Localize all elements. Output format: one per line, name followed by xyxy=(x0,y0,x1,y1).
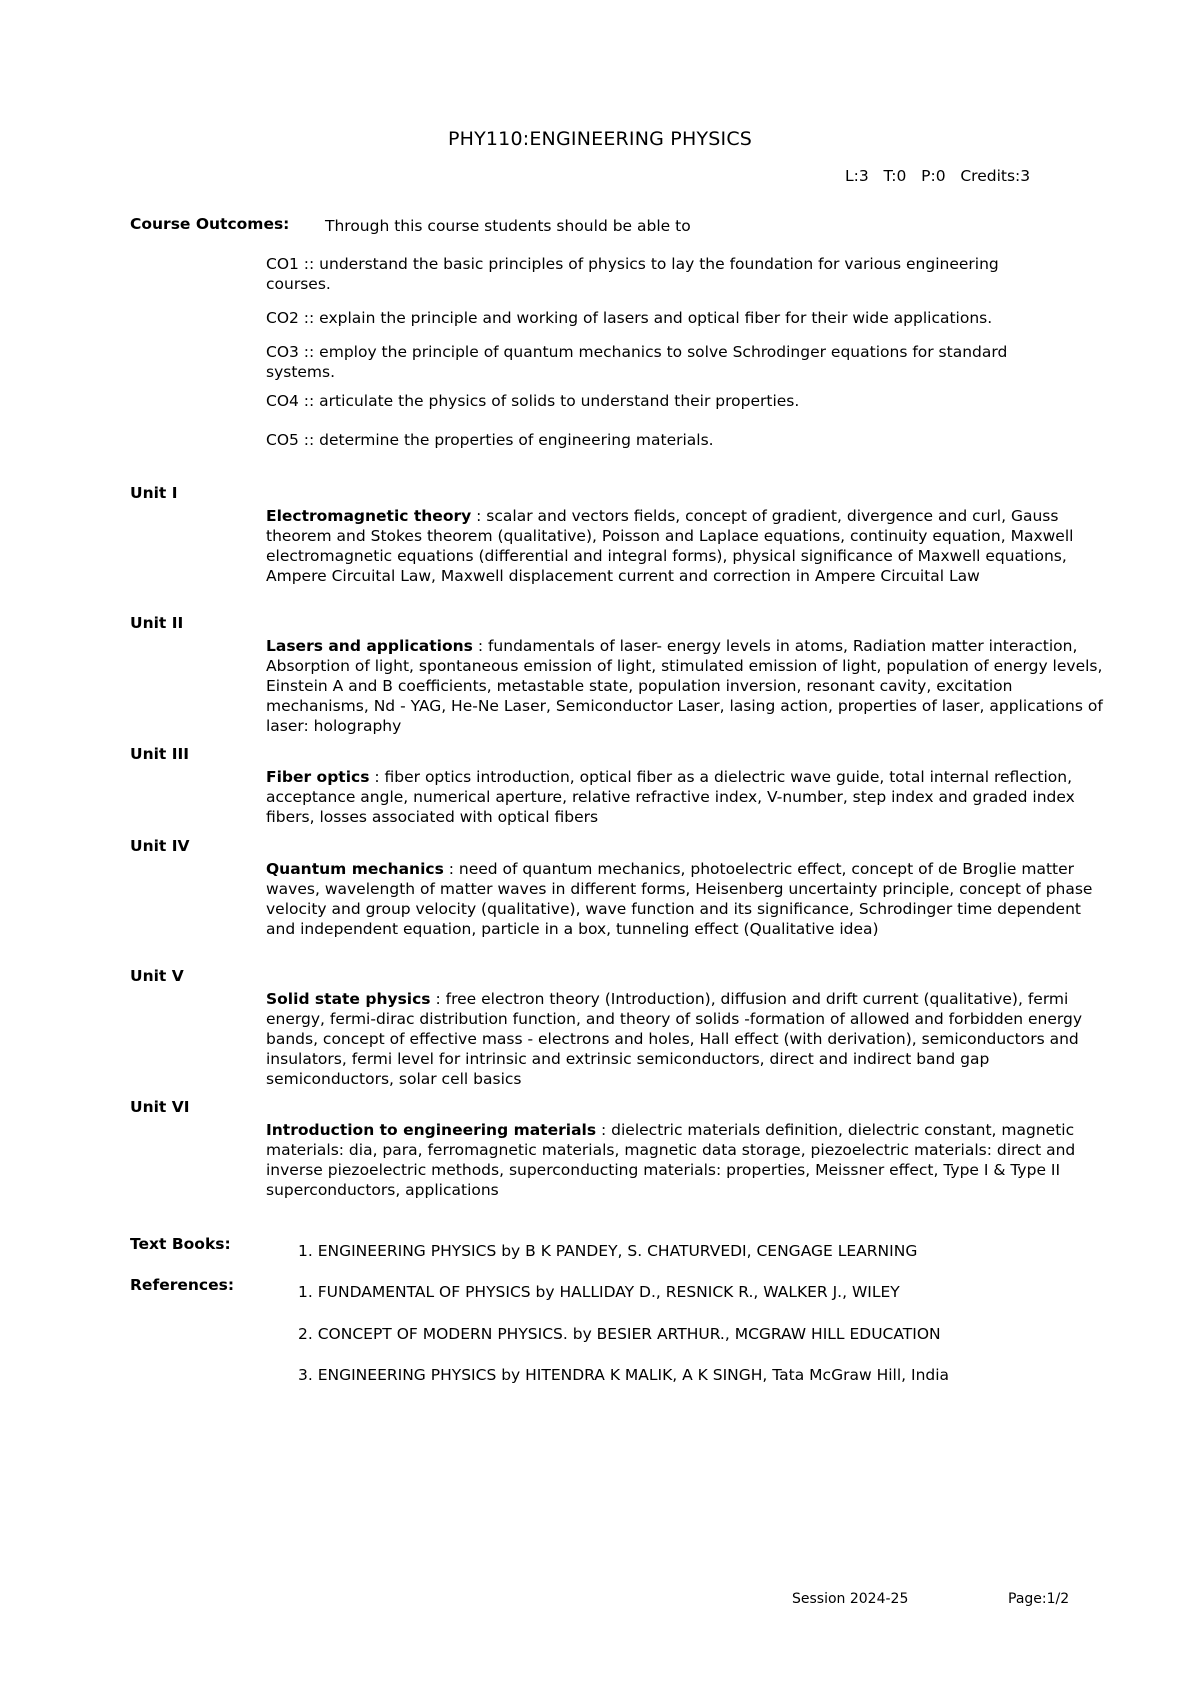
footer-session: Session 2024-25 xyxy=(792,1591,909,1607)
unit-topic: Introduction to engineering materials xyxy=(266,1121,597,1139)
unit-description xyxy=(266,506,1106,586)
unit-description xyxy=(266,989,1106,1089)
unit-label: Unit IV xyxy=(130,837,190,855)
reference-item: 3. ENGINEERING PHYSICS by HITENDRA K MALIK, A K SINGH, Tata McGraw Hill, India xyxy=(298,1366,950,1384)
unit-label: Unit V xyxy=(130,967,184,985)
unit-topic: Electromagnetic theory xyxy=(266,507,472,525)
unit-topic: Solid state physics xyxy=(266,990,431,1008)
unit-description xyxy=(266,636,1106,736)
unit-content: : dielectric materials definition, dielectric constant, magnetic materials: dia, para, ferromagnetic materials, magnetic data storage, piezoelectric materials: direct and inverse piezoelectric methods, superconducting materials: properties, Meissner effect, Type I & Type II superconductors, applications xyxy=(266,1121,1076,1199)
unit-content: : free electron theory (Introduction), diffusion and drift current (qualitative), fermi energy, fermi-dirac distribution function, and theory of solids -formation of allowed and forbidden energy bands, concept of effective mass - electrons and holes, Hall effect (with derivation), semiconductors and insulators, fermi level for intrinsic and extrinsic semiconductors, direct and indirect band gap semiconductors, solar cell basics xyxy=(266,990,1083,1088)
course-outcome-item: CO4 :: articulate the physics of solids to understand their properties. xyxy=(266,392,800,410)
course-outcomes-intro: Through this course students should be able to xyxy=(325,217,691,235)
reference-item: 1. FUNDAMENTAL OF PHYSICS by HALLIDAY D., RESNICK R., WALKER J., WILEY xyxy=(298,1283,900,1301)
unit-label: Unit VI xyxy=(130,1098,190,1116)
course-outcome-item: CO1 :: understand the basic principles of physics to lay the foundation for various engineering courses. xyxy=(266,255,999,293)
text-books-label: Text Books: xyxy=(130,1235,231,1253)
unit-label: Unit II xyxy=(130,614,184,632)
unit-topic: Fiber optics xyxy=(266,768,370,786)
reference-item: 2. CONCEPT OF MODERN PHYSICS. by BESIER ARTHUR., MCGRAW HILL EDUCATION xyxy=(298,1325,941,1343)
course-outcomes-label: Course Outcomes: xyxy=(130,215,290,233)
unit-topic: Quantum mechanics xyxy=(266,860,444,878)
page-title: PHY110:ENGINEERING PHYSICS xyxy=(447,128,753,150)
unit-description xyxy=(266,767,1106,827)
unit-content: : fiber optics introduction, optical fiber as a dielectric wave guide, total internal reflection, acceptance angle, numerical aperture, relative refractive index, V-number, step index and graded index fibers, losses associated with optical fibers xyxy=(266,768,1075,826)
unit-topic: Lasers and applications xyxy=(266,637,473,655)
unit-description xyxy=(266,1120,1106,1200)
unit-content: : need of quantum mechanics, photoelectric effect, concept of de Broglie matter waves, wavelength of matter waves in different forms, Heisenberg uncertainty principle, concept of phase velocity and group velocity (qualitative), wave function and its significance, Schrodinger time dependent and independent equation, particle in a box, tunneling effect (Qualitative idea) xyxy=(266,860,1093,938)
unit-label: Unit III xyxy=(130,745,190,763)
credit-structure: L:3 T:0 P:0 Credits:3 xyxy=(845,167,1031,185)
unit-content: : scalar and vectors fields, concept of gradient, divergence and curl, Gauss theorem and Stokes theorem (qualitative), Poisson and Laplace equations, continuity equation, Maxwell electromagnetic equations (differential and integral forms), physical significance of Maxwell equations, Ampere Circuital Law, Maxwell displacement current and correction in Ampere Circuital Law xyxy=(266,507,1074,585)
text-book-item: 1. ENGINEERING PHYSICS by B K PANDEY, S. CHATURVEDI, CENGAGE LEARNING xyxy=(298,1242,918,1260)
course-outcome-item: CO3 :: employ the principle of quantum mechanics to solve Schrodinger equations for standard systems. xyxy=(266,343,1008,381)
unit-label: Unit I xyxy=(130,484,178,502)
course-outcome-item: CO5 :: determine the properties of engineering materials. xyxy=(266,431,714,449)
unit-content: : fundamentals of laser- energy levels in atoms, Radiation matter interaction, Absorption of light, spontaneous emission of light, stimulated emission of light, population of energy levels, Einstein A and B coefficients, metastable state, population inversion, resonant cavity, excitation mechanisms, Nd - YAG, He-Ne Laser, Semiconductor Laser, lasing action, properties of laser, applications of laser: holography xyxy=(266,637,1103,735)
references-label: References: xyxy=(130,1276,235,1294)
footer-page-number: Page:1/2 xyxy=(1008,1591,1070,1607)
unit-description xyxy=(266,859,1106,939)
course-outcome-item: CO2 :: explain the principle and working of lasers and optical fiber for their wide applications. xyxy=(266,309,993,327)
